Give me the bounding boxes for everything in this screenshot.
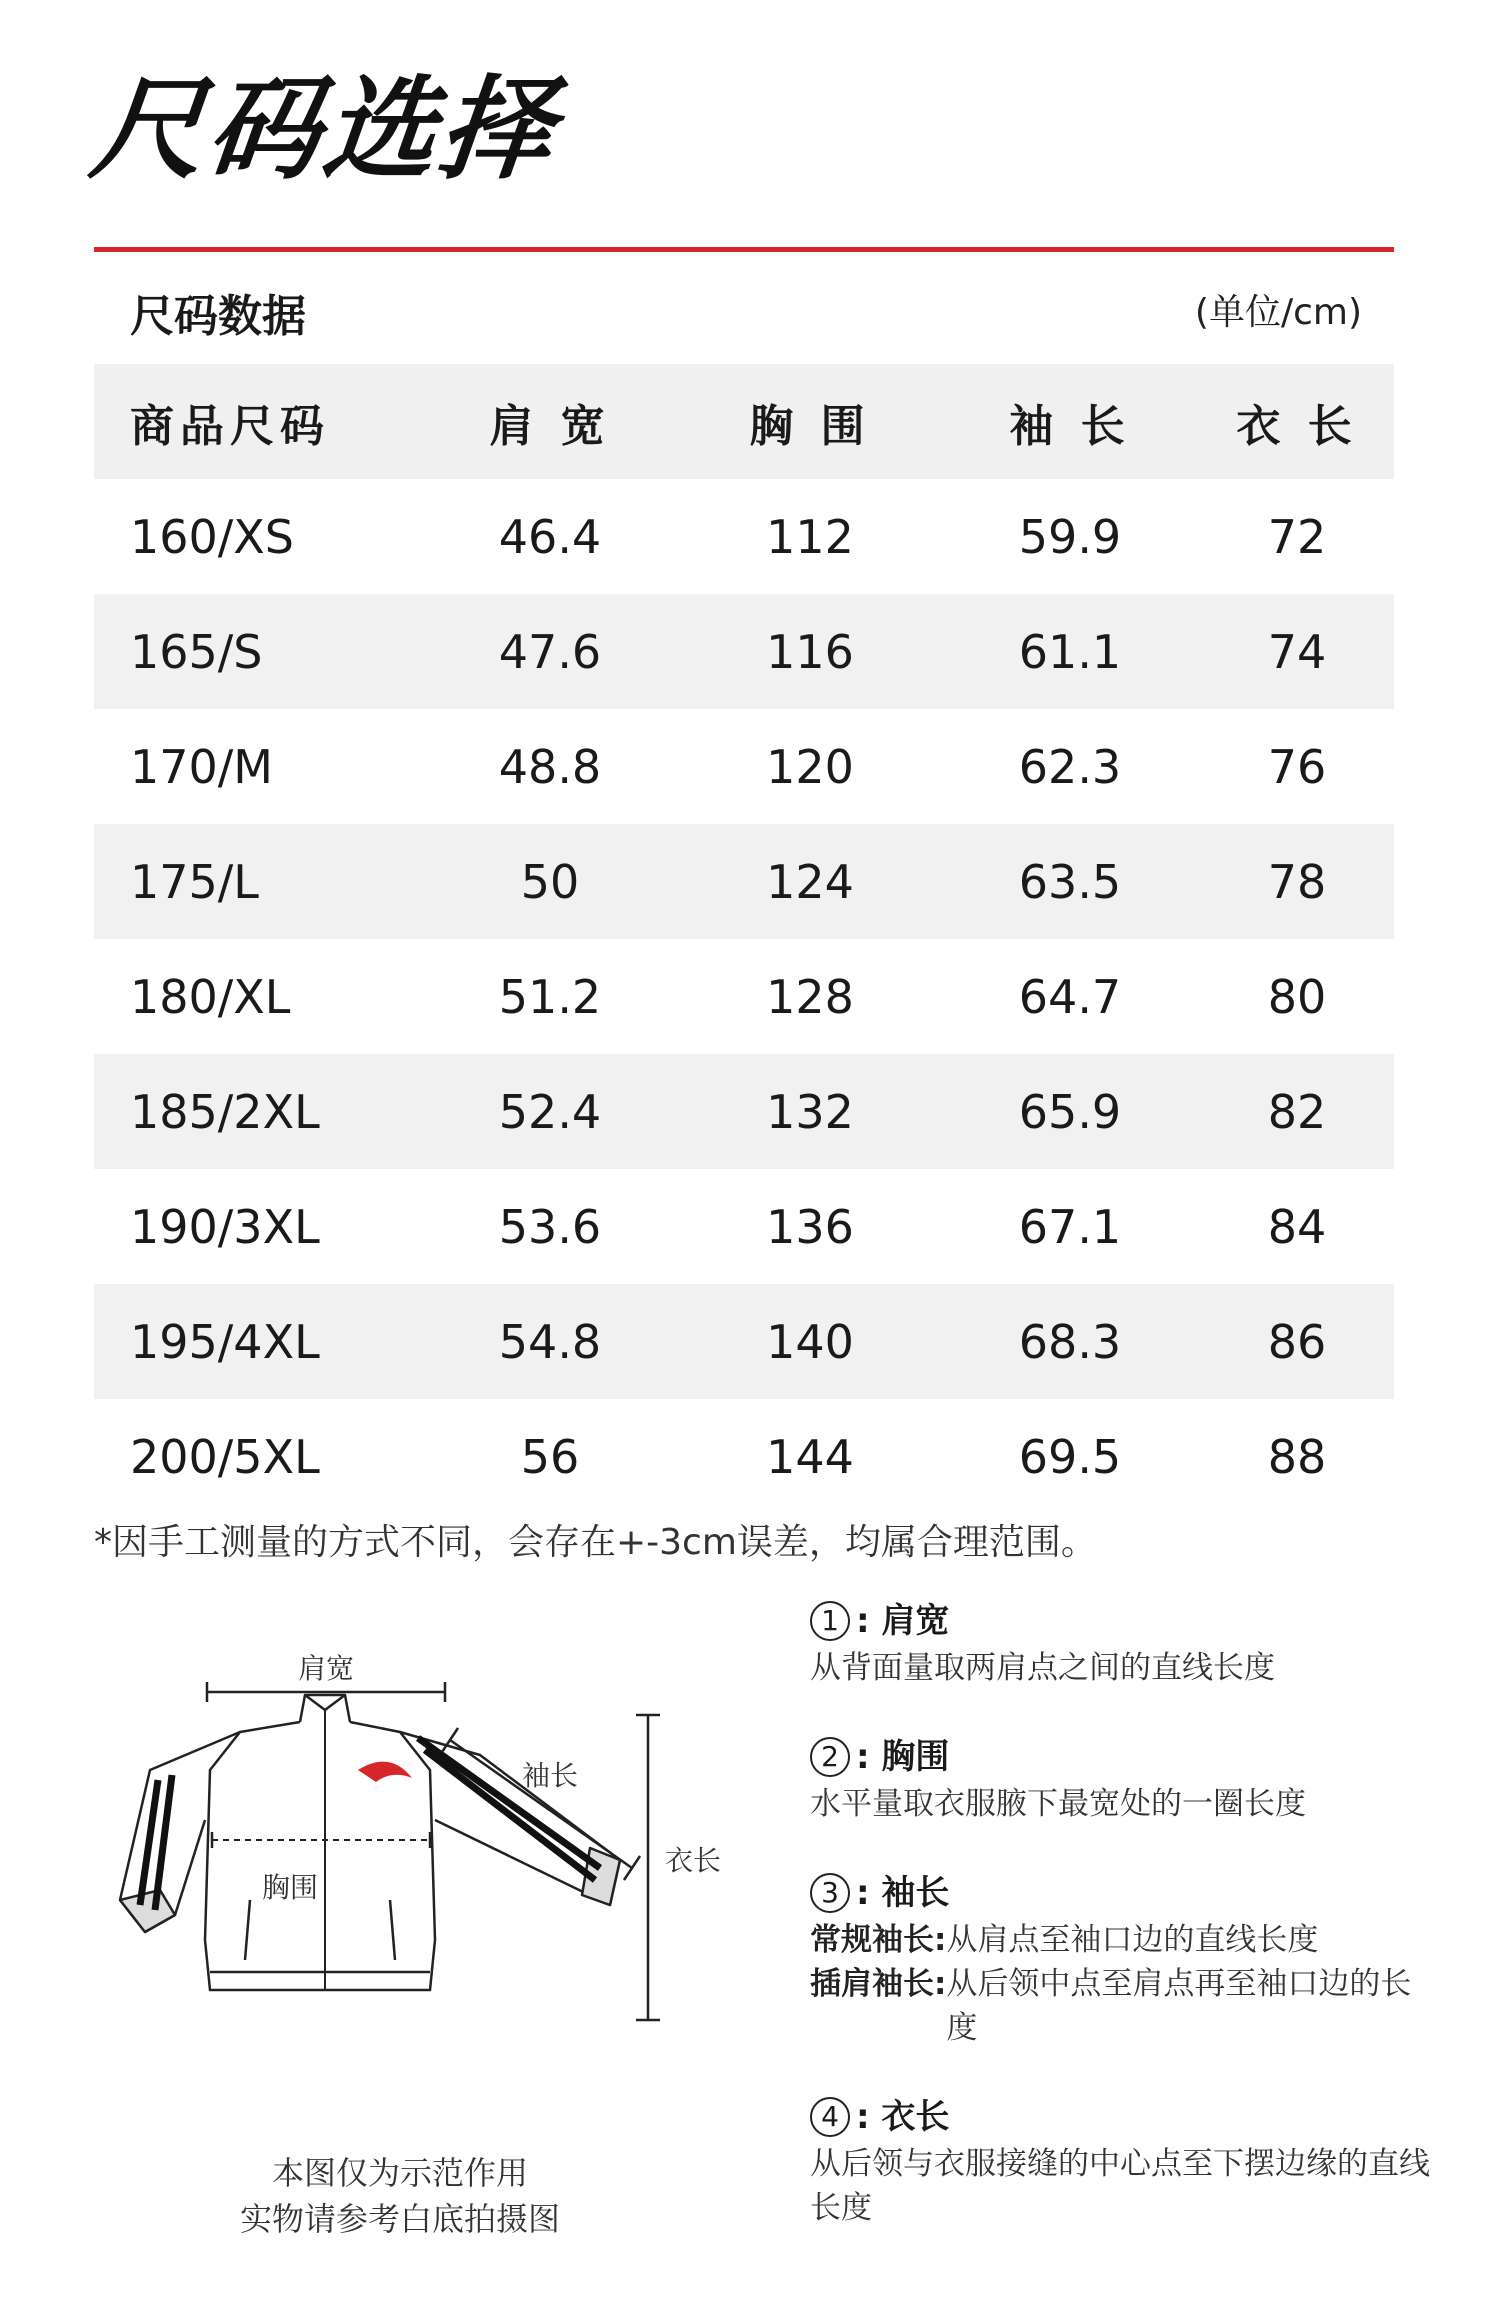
legend-title: : 袖长 bbox=[856, 1873, 950, 1913]
cell-sleeve: 68.3 bbox=[940, 1284, 1200, 1399]
cell-shoulder: 50 bbox=[420, 824, 680, 939]
section-label: 尺码数据 bbox=[130, 291, 306, 342]
cell-size: 185/2XL bbox=[94, 1054, 420, 1169]
cell-size: 180/XL bbox=[130, 969, 291, 1024]
diagram-caption bbox=[140, 2150, 660, 2242]
cell-chest: 120 bbox=[766, 739, 854, 794]
caption-line-1: 本图仅为示范作用 bbox=[271, 2154, 528, 2192]
cell-sleeve: 67.1 bbox=[1018, 1199, 1122, 1254]
label-shoulder: 肩宽 bbox=[297, 1652, 355, 1685]
unit-label: (单位/cm) bbox=[1194, 292, 1362, 333]
cell-size: 170/M bbox=[130, 739, 273, 794]
label-length: 衣长 bbox=[664, 1844, 722, 1877]
legend-desc: 从背面量取两肩点之间的直线长度 bbox=[810, 1650, 1275, 1686]
cell-size: 175/L bbox=[94, 824, 420, 939]
table-header-row bbox=[94, 364, 1394, 479]
cell-chest: 136 bbox=[766, 1199, 854, 1254]
header-length: 衣 长 bbox=[1200, 364, 1394, 479]
sub-value: 从后领中点至肩点再至袖口边的长度 bbox=[946, 1966, 1412, 2046]
label-sleeve: 袖长 bbox=[521, 1759, 579, 1792]
cell-sleeve: 61.1 bbox=[940, 594, 1200, 709]
table-row bbox=[94, 939, 1394, 1054]
legend-title: : 胸围 bbox=[856, 1737, 950, 1777]
cell-shoulder: 48.8 bbox=[498, 739, 602, 794]
cell-size: 190/3XL bbox=[130, 1199, 320, 1254]
cell-length: 84 bbox=[1267, 1199, 1327, 1254]
cell-chest: 140 bbox=[680, 1284, 940, 1399]
cell-length: 76 bbox=[1267, 739, 1327, 794]
cell-size: 160/XS bbox=[130, 509, 295, 564]
header-size: 商品尺码 bbox=[94, 364, 420, 479]
cell-shoulder: 47.6 bbox=[420, 594, 680, 709]
cell-shoulder: 54.8 bbox=[420, 1284, 680, 1399]
legend-title: : 衣长 bbox=[856, 2097, 950, 2137]
legend-desc: 水平量取衣服腋下最宽处的一圈长度 bbox=[810, 1786, 1306, 1822]
cell-sleeve: 65.9 bbox=[940, 1054, 1200, 1169]
cell-size: 200/5XL bbox=[130, 1429, 320, 1484]
header-sleeve: 袖 长 bbox=[940, 364, 1200, 479]
legend-desc: 从后领与衣服接缝的中心点至下摆边缘的直线长度 bbox=[810, 2146, 1430, 2226]
table-row bbox=[94, 709, 1394, 824]
measurement-note: *因手工测量的方式不同，会存在+-3cm误差，均属合理范围。 bbox=[94, 1522, 1097, 1563]
title-divider bbox=[94, 247, 1394, 252]
caption-line-2: 实物请参考白底拍摄图 bbox=[239, 2200, 560, 2238]
cell-chest: 112 bbox=[766, 509, 854, 564]
cell-length: 82 bbox=[1200, 1054, 1394, 1169]
header-shoulder: 肩 宽 bbox=[420, 364, 680, 479]
number-circle: 4 bbox=[810, 2097, 850, 2137]
header-chest: 胸 围 bbox=[680, 364, 940, 479]
cell-length: 74 bbox=[1200, 594, 1394, 709]
sub-value: 从肩点至袖口边的直线长度 bbox=[946, 1922, 1319, 1958]
cell-chest: 144 bbox=[766, 1429, 854, 1484]
table-row bbox=[94, 1169, 1394, 1284]
table-row bbox=[94, 479, 1394, 594]
number-circle: 1 bbox=[810, 1601, 850, 1641]
number-circle: 3 bbox=[810, 1873, 850, 1913]
legend-item-chest bbox=[810, 1732, 1430, 1826]
cell-chest: 132 bbox=[680, 1054, 940, 1169]
cell-chest: 128 bbox=[766, 969, 854, 1024]
legend-item-length bbox=[810, 2092, 1430, 2230]
cell-length: 80 bbox=[1267, 969, 1327, 1024]
cell-shoulder: 46.4 bbox=[498, 509, 602, 564]
sub-key: 常规袖长: bbox=[810, 1922, 947, 1958]
legend-item-shoulder bbox=[810, 1596, 1430, 1690]
cell-shoulder: 53.6 bbox=[498, 1199, 602, 1254]
label-chest: 胸围 bbox=[261, 1871, 319, 1904]
cell-chest: 116 bbox=[680, 594, 940, 709]
table-row bbox=[94, 1054, 1394, 1169]
legend-sub-regular bbox=[810, 1918, 1430, 1962]
page-title: 尺码选择 bbox=[85, 65, 563, 195]
sub-key: 插肩袖长: bbox=[810, 1966, 947, 2002]
cell-sleeve: 64.7 bbox=[1018, 969, 1122, 1024]
size-table bbox=[94, 364, 1394, 1514]
cell-shoulder: 56 bbox=[520, 1429, 580, 1484]
table-row bbox=[94, 1284, 1394, 1399]
cell-length: 86 bbox=[1200, 1284, 1394, 1399]
cell-length: 72 bbox=[1267, 509, 1327, 564]
measurement-legend bbox=[810, 1596, 1430, 2272]
cell-length: 88 bbox=[1267, 1429, 1327, 1484]
table-row bbox=[94, 824, 1394, 939]
cell-size: 195/4XL bbox=[94, 1284, 420, 1399]
cell-sleeve: 59.9 bbox=[1018, 509, 1122, 564]
legend-sub-raglan bbox=[810, 1962, 1430, 2050]
legend-title: : 肩宽 bbox=[856, 1601, 950, 1641]
number-circle: 2 bbox=[810, 1737, 850, 1777]
cell-length: 78 bbox=[1200, 824, 1394, 939]
jacket-diagram bbox=[100, 1610, 740, 2050]
cell-sleeve: 63.5 bbox=[940, 824, 1200, 939]
cell-sleeve: 69.5 bbox=[1018, 1429, 1122, 1484]
legend-item-sleeve bbox=[810, 1868, 1430, 2050]
table-row bbox=[94, 594, 1394, 709]
cell-chest: 124 bbox=[680, 824, 940, 939]
cell-sleeve: 62.3 bbox=[1018, 739, 1122, 794]
cell-shoulder: 52.4 bbox=[420, 1054, 680, 1169]
table-row bbox=[94, 1399, 1394, 1514]
cell-size: 165/S bbox=[94, 594, 420, 709]
cell-shoulder: 51.2 bbox=[498, 969, 602, 1024]
